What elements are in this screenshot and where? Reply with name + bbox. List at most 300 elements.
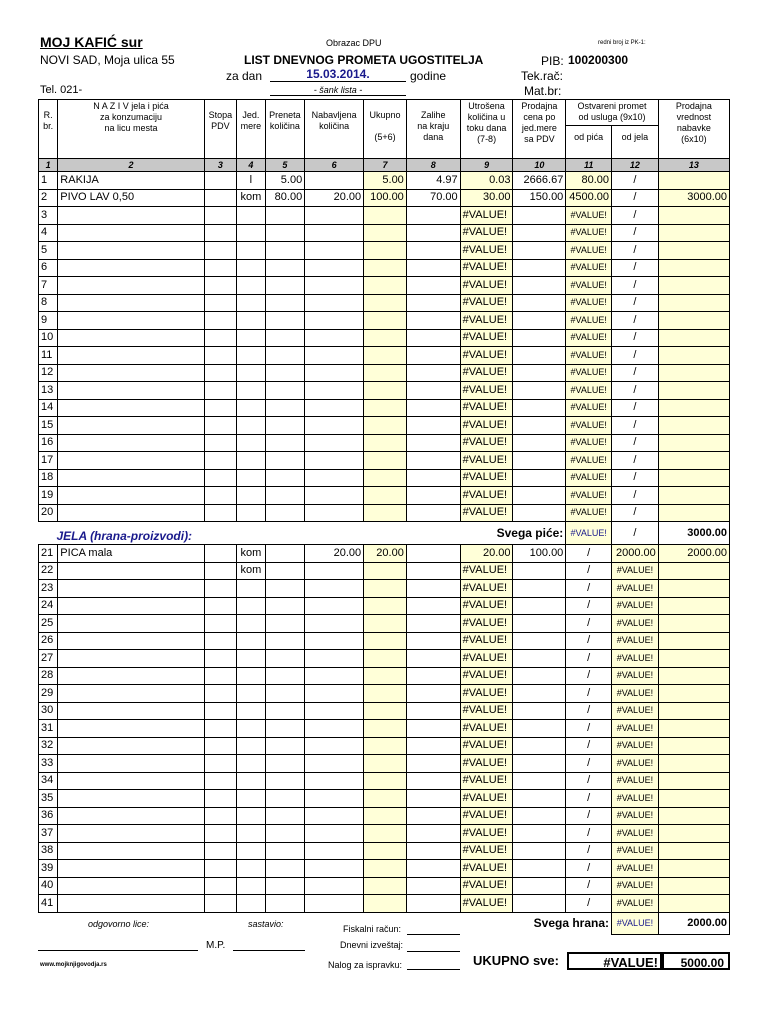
price-cell[interactable] bbox=[513, 667, 566, 685]
vat-rate-cell[interactable] bbox=[204, 545, 237, 563]
item-name-cell[interactable] bbox=[58, 207, 204, 225]
item-name-cell[interactable] bbox=[58, 702, 204, 720]
price-cell[interactable] bbox=[513, 364, 566, 382]
price-cell[interactable] bbox=[513, 580, 566, 598]
unit-cell[interactable] bbox=[237, 487, 265, 505]
acquired-qty-cell[interactable] bbox=[305, 720, 364, 738]
unit-cell[interactable] bbox=[237, 632, 265, 650]
stock-cell[interactable] bbox=[406, 504, 460, 522]
vat-rate-cell[interactable] bbox=[204, 737, 237, 755]
unit-cell[interactable] bbox=[237, 417, 265, 435]
price-cell[interactable] bbox=[513, 772, 566, 790]
fiskalni-line[interactable] bbox=[407, 934, 460, 935]
acquired-qty-cell[interactable] bbox=[305, 895, 364, 913]
vat-rate-cell[interactable] bbox=[204, 487, 237, 505]
stock-cell[interactable] bbox=[406, 737, 460, 755]
used-qty-cell: #VALUE! bbox=[460, 860, 513, 878]
signature-line-sastavio[interactable] bbox=[233, 950, 305, 951]
prev-qty-cell[interactable] bbox=[265, 825, 305, 843]
prev-qty-cell[interactable] bbox=[265, 545, 305, 563]
stock-cell[interactable] bbox=[406, 545, 460, 563]
stock-cell[interactable] bbox=[406, 720, 460, 738]
acquired-qty-cell[interactable] bbox=[305, 772, 364, 790]
acquired-qty-cell[interactable]: 20.00 bbox=[305, 189, 364, 207]
acquired-qty-cell[interactable] bbox=[305, 597, 364, 615]
unit-cell[interactable] bbox=[237, 504, 265, 522]
acquired-qty-cell[interactable] bbox=[305, 685, 364, 703]
unit-cell[interactable] bbox=[237, 399, 265, 417]
item-name-cell[interactable] bbox=[58, 580, 204, 598]
acquired-qty-cell[interactable] bbox=[305, 877, 364, 895]
vat-rate-cell[interactable] bbox=[204, 667, 237, 685]
stock-cell[interactable] bbox=[406, 207, 460, 225]
vat-rate-cell[interactable] bbox=[204, 382, 237, 400]
item-name-cell[interactable] bbox=[58, 755, 204, 773]
prev-qty-cell[interactable] bbox=[265, 224, 305, 242]
item-name-cell[interactable] bbox=[58, 417, 204, 435]
acquired-qty-cell[interactable] bbox=[305, 207, 364, 225]
item-name-cell[interactable] bbox=[58, 860, 204, 878]
stock-cell[interactable] bbox=[406, 895, 460, 913]
prev-qty-cell[interactable] bbox=[265, 329, 305, 347]
acquired-qty-cell[interactable] bbox=[305, 650, 364, 668]
acquired-qty-cell[interactable] bbox=[305, 825, 364, 843]
price-cell[interactable]: 100.00 bbox=[513, 545, 566, 563]
stock-cell[interactable] bbox=[406, 259, 460, 277]
stock-cell[interactable] bbox=[406, 382, 460, 400]
stock-cell[interactable] bbox=[406, 294, 460, 312]
stock-cell[interactable] bbox=[406, 685, 460, 703]
prev-qty-cell[interactable] bbox=[265, 667, 305, 685]
prev-qty-cell[interactable] bbox=[265, 860, 305, 878]
item-name-cell[interactable] bbox=[58, 399, 204, 417]
price-cell[interactable] bbox=[513, 347, 566, 365]
vat-rate-cell[interactable] bbox=[204, 895, 237, 913]
acquired-qty-cell[interactable] bbox=[305, 172, 364, 190]
price-cell[interactable] bbox=[513, 207, 566, 225]
vat-rate-cell[interactable] bbox=[204, 469, 237, 487]
prev-qty-cell[interactable] bbox=[265, 452, 305, 470]
item-name-cell[interactable] bbox=[58, 347, 204, 365]
vat-rate-cell[interactable] bbox=[204, 860, 237, 878]
vat-rate-cell[interactable] bbox=[204, 364, 237, 382]
unit-cell[interactable]: kom bbox=[237, 562, 265, 580]
acquired-qty-cell[interactable] bbox=[305, 242, 364, 260]
vat-rate-cell[interactable] bbox=[204, 842, 237, 860]
vat-rate-cell[interactable] bbox=[204, 807, 237, 825]
prev-qty-cell[interactable] bbox=[265, 720, 305, 738]
acquired-qty-cell[interactable] bbox=[305, 702, 364, 720]
item-name-cell[interactable] bbox=[58, 224, 204, 242]
item-name-cell[interactable] bbox=[58, 597, 204, 615]
signature-line-odgovorno[interactable] bbox=[38, 950, 198, 951]
stock-cell[interactable] bbox=[406, 469, 460, 487]
unit-cell[interactable] bbox=[237, 329, 265, 347]
acquired-qty-cell[interactable] bbox=[305, 667, 364, 685]
acquired-qty-cell[interactable] bbox=[305, 259, 364, 277]
item-name-cell[interactable] bbox=[58, 772, 204, 790]
prev-qty-cell[interactable] bbox=[265, 312, 305, 330]
price-cell[interactable] bbox=[513, 382, 566, 400]
item-name-cell[interactable] bbox=[58, 895, 204, 913]
item-name-cell[interactable] bbox=[58, 562, 204, 580]
acquired-qty-cell[interactable] bbox=[305, 312, 364, 330]
stock-cell[interactable] bbox=[406, 842, 460, 860]
prev-qty-cell[interactable] bbox=[265, 294, 305, 312]
vat-rate-cell[interactable] bbox=[204, 329, 237, 347]
unit-cell[interactable] bbox=[237, 277, 265, 295]
item-name-cell[interactable] bbox=[58, 877, 204, 895]
acquired-qty-cell[interactable] bbox=[305, 329, 364, 347]
stock-cell[interactable] bbox=[406, 877, 460, 895]
acquired-qty-cell[interactable] bbox=[305, 417, 364, 435]
prev-qty-cell[interactable] bbox=[265, 895, 305, 913]
price-cell[interactable]: 2666.67 bbox=[513, 172, 566, 190]
item-name-cell[interactable] bbox=[58, 615, 204, 633]
prev-qty-cell[interactable] bbox=[265, 504, 305, 522]
unit-cell[interactable] bbox=[237, 207, 265, 225]
vat-rate-cell[interactable] bbox=[204, 312, 237, 330]
stock-cell[interactable] bbox=[406, 347, 460, 365]
prev-qty-cell[interactable] bbox=[265, 615, 305, 633]
vat-rate-cell[interactable] bbox=[204, 580, 237, 598]
prev-qty-cell[interactable] bbox=[265, 877, 305, 895]
unit-cell[interactable] bbox=[237, 667, 265, 685]
price-cell[interactable] bbox=[513, 895, 566, 913]
pib-value[interactable]: 100200300 bbox=[568, 53, 629, 67]
unit-cell[interactable] bbox=[237, 469, 265, 487]
purchase-value-cell bbox=[658, 842, 729, 860]
item-name-cell[interactable] bbox=[58, 469, 204, 487]
stock-cell[interactable] bbox=[406, 417, 460, 435]
stock-cell[interactable] bbox=[406, 650, 460, 668]
price-cell[interactable] bbox=[513, 329, 566, 347]
unit-cell[interactable] bbox=[237, 294, 265, 312]
stock-cell[interactable] bbox=[406, 434, 460, 452]
item-name-cell[interactable] bbox=[58, 842, 204, 860]
price-cell[interactable] bbox=[513, 277, 566, 295]
item-name-cell[interactable] bbox=[58, 312, 204, 330]
price-cell[interactable] bbox=[513, 399, 566, 417]
vat-rate-cell[interactable] bbox=[204, 189, 237, 207]
item-name-cell[interactable] bbox=[58, 650, 204, 668]
vat-rate-cell[interactable] bbox=[204, 277, 237, 295]
acquired-qty-cell[interactable] bbox=[305, 469, 364, 487]
acquired-qty-cell[interactable] bbox=[305, 504, 364, 522]
price-cell[interactable] bbox=[513, 504, 566, 522]
vat-rate-cell[interactable] bbox=[204, 434, 237, 452]
price-cell[interactable] bbox=[513, 790, 566, 808]
price-cell[interactable] bbox=[513, 417, 566, 435]
price-cell[interactable] bbox=[513, 702, 566, 720]
vat-rate-cell[interactable] bbox=[204, 172, 237, 190]
prev-qty-cell[interactable] bbox=[265, 702, 305, 720]
acquired-qty-cell[interactable] bbox=[305, 347, 364, 365]
price-cell[interactable] bbox=[513, 312, 566, 330]
price-cell[interactable]: 150.00 bbox=[513, 189, 566, 207]
stock-cell[interactable] bbox=[406, 224, 460, 242]
price-cell[interactable] bbox=[513, 487, 566, 505]
price-cell[interactable] bbox=[513, 737, 566, 755]
unit-cell[interactable] bbox=[237, 685, 265, 703]
prev-qty-cell[interactable] bbox=[265, 632, 305, 650]
unit-cell[interactable] bbox=[237, 224, 265, 242]
item-name-cell[interactable] bbox=[58, 434, 204, 452]
unit-cell[interactable] bbox=[237, 347, 265, 365]
item-name-cell[interactable] bbox=[58, 667, 204, 685]
item-name-cell[interactable]: PICA mala bbox=[58, 545, 204, 563]
vat-rate-cell[interactable] bbox=[204, 504, 237, 522]
price-cell[interactable] bbox=[513, 597, 566, 615]
item-name-cell[interactable] bbox=[58, 807, 204, 825]
item-name-cell[interactable] bbox=[58, 487, 204, 505]
prev-qty-cell[interactable] bbox=[265, 469, 305, 487]
unit-cell[interactable] bbox=[237, 877, 265, 895]
vat-rate-cell[interactable] bbox=[204, 615, 237, 633]
unit-cell[interactable] bbox=[237, 452, 265, 470]
unit-cell[interactable] bbox=[237, 772, 265, 790]
unit-cell[interactable] bbox=[237, 580, 265, 598]
acquired-qty-cell[interactable] bbox=[305, 632, 364, 650]
stock-cell[interactable]: 4.97 bbox=[406, 172, 460, 190]
unit-cell[interactable] bbox=[237, 807, 265, 825]
unit-cell[interactable] bbox=[237, 842, 265, 860]
unit-cell[interactable] bbox=[237, 597, 265, 615]
item-name-cell[interactable] bbox=[58, 382, 204, 400]
dnevni-line[interactable] bbox=[407, 951, 460, 952]
vat-rate-cell[interactable] bbox=[204, 224, 237, 242]
item-name-cell[interactable] bbox=[58, 294, 204, 312]
vat-rate-cell[interactable] bbox=[204, 702, 237, 720]
prev-qty-cell[interactable]: 80.00 bbox=[265, 189, 305, 207]
price-cell[interactable] bbox=[513, 842, 566, 860]
item-name-cell[interactable] bbox=[58, 329, 204, 347]
price-cell[interactable] bbox=[513, 242, 566, 260]
vat-rate-cell[interactable] bbox=[204, 452, 237, 470]
item-name-cell[interactable]: PIVO LAV 0,50 bbox=[58, 189, 204, 207]
vat-rate-cell[interactable] bbox=[204, 790, 237, 808]
vat-rate-cell[interactable] bbox=[204, 755, 237, 773]
unit-cell[interactable] bbox=[237, 720, 265, 738]
acquired-qty-cell[interactable] bbox=[305, 580, 364, 598]
acquired-qty-cell[interactable] bbox=[305, 224, 364, 242]
prev-qty-cell[interactable] bbox=[265, 597, 305, 615]
vat-rate-cell[interactable] bbox=[204, 720, 237, 738]
item-name-cell[interactable] bbox=[58, 737, 204, 755]
prev-qty-cell[interactable] bbox=[265, 242, 305, 260]
stock-cell[interactable] bbox=[406, 580, 460, 598]
vat-rate-cell[interactable] bbox=[204, 294, 237, 312]
vat-rate-cell[interactable] bbox=[204, 877, 237, 895]
acquired-qty-cell[interactable] bbox=[305, 755, 364, 773]
prev-qty-cell[interactable]: 5.00 bbox=[265, 172, 305, 190]
stock-cell[interactable] bbox=[406, 242, 460, 260]
vat-rate-cell[interactable] bbox=[204, 242, 237, 260]
item-name-cell[interactable] bbox=[58, 242, 204, 260]
unit-cell[interactable] bbox=[237, 702, 265, 720]
used-qty-cell: #VALUE! bbox=[460, 597, 513, 615]
price-cell[interactable] bbox=[513, 469, 566, 487]
stock-cell[interactable] bbox=[406, 312, 460, 330]
item-name-cell[interactable] bbox=[58, 504, 204, 522]
unit-cell[interactable]: l bbox=[237, 172, 265, 190]
turnover-food-cell: #VALUE! bbox=[612, 825, 659, 843]
unit-cell[interactable]: kom bbox=[237, 545, 265, 563]
prev-qty-cell[interactable] bbox=[265, 487, 305, 505]
acquired-qty-cell[interactable]: 20.00 bbox=[305, 545, 364, 563]
item-name-cell[interactable] bbox=[58, 364, 204, 382]
vat-rate-cell[interactable] bbox=[204, 597, 237, 615]
unit-cell[interactable] bbox=[237, 895, 265, 913]
acquired-qty-cell[interactable] bbox=[305, 434, 364, 452]
unit-cell[interactable] bbox=[237, 364, 265, 382]
unit-cell[interactable] bbox=[237, 650, 265, 668]
vat-rate-cell[interactable] bbox=[204, 347, 237, 365]
prev-qty-cell[interactable] bbox=[265, 562, 305, 580]
stock-cell[interactable] bbox=[406, 807, 460, 825]
unit-cell[interactable] bbox=[237, 825, 265, 843]
acquired-qty-cell[interactable] bbox=[305, 842, 364, 860]
item-name-cell[interactable] bbox=[58, 632, 204, 650]
stock-cell[interactable] bbox=[406, 632, 460, 650]
unit-cell[interactable] bbox=[237, 434, 265, 452]
price-cell[interactable] bbox=[513, 650, 566, 668]
unit-cell[interactable] bbox=[237, 259, 265, 277]
stock-cell[interactable] bbox=[406, 790, 460, 808]
prev-qty-cell[interactable] bbox=[265, 807, 305, 825]
prev-qty-cell[interactable] bbox=[265, 580, 305, 598]
prev-qty-cell[interactable] bbox=[265, 685, 305, 703]
price-cell[interactable] bbox=[513, 294, 566, 312]
vat-rate-cell[interactable] bbox=[204, 207, 237, 225]
prev-qty-cell[interactable] bbox=[265, 842, 305, 860]
unit-cell[interactable] bbox=[237, 755, 265, 773]
vat-rate-cell[interactable] bbox=[204, 399, 237, 417]
price-cell[interactable] bbox=[513, 720, 566, 738]
stock-cell[interactable] bbox=[406, 487, 460, 505]
item-name-cell[interactable] bbox=[58, 259, 204, 277]
stock-cell[interactable] bbox=[406, 277, 460, 295]
price-cell[interactable] bbox=[513, 632, 566, 650]
prev-qty-cell[interactable] bbox=[265, 417, 305, 435]
stock-cell[interactable] bbox=[406, 562, 460, 580]
acquired-qty-cell[interactable] bbox=[305, 382, 364, 400]
stock-cell[interactable] bbox=[406, 615, 460, 633]
acquired-qty-cell[interactable] bbox=[305, 562, 364, 580]
vat-rate-cell[interactable] bbox=[204, 650, 237, 668]
prev-qty-cell[interactable] bbox=[265, 772, 305, 790]
vat-rate-cell[interactable] bbox=[204, 632, 237, 650]
vat-rate-cell[interactable] bbox=[204, 259, 237, 277]
stock-cell[interactable] bbox=[406, 667, 460, 685]
item-name-cell[interactable] bbox=[58, 720, 204, 738]
stock-cell[interactable] bbox=[406, 825, 460, 843]
acquired-qty-cell[interactable] bbox=[305, 807, 364, 825]
acquired-qty-cell[interactable] bbox=[305, 364, 364, 382]
price-cell[interactable] bbox=[513, 877, 566, 895]
vat-rate-cell[interactable] bbox=[204, 685, 237, 703]
item-name-cell[interactable] bbox=[58, 452, 204, 470]
prev-qty-cell[interactable] bbox=[265, 755, 305, 773]
acquired-qty-cell[interactable] bbox=[305, 399, 364, 417]
item-name-cell[interactable]: RAKIJA bbox=[58, 172, 204, 190]
stock-cell[interactable] bbox=[406, 399, 460, 417]
acquired-qty-cell[interactable] bbox=[305, 790, 364, 808]
prev-qty-cell[interactable] bbox=[265, 399, 305, 417]
unit-cell[interactable] bbox=[237, 382, 265, 400]
stock-cell[interactable]: 70.00 bbox=[406, 189, 460, 207]
nalog-line[interactable] bbox=[407, 969, 460, 970]
unit-cell[interactable] bbox=[237, 312, 265, 330]
stock-cell[interactable] bbox=[406, 452, 460, 470]
turnover-food-cell: #VALUE! bbox=[612, 895, 659, 913]
vat-rate-cell[interactable] bbox=[204, 825, 237, 843]
website[interactable]: www.mojknjigovodja.rs bbox=[40, 962, 107, 968]
prev-qty-cell[interactable] bbox=[265, 434, 305, 452]
stock-cell[interactable] bbox=[406, 364, 460, 382]
vat-rate-cell[interactable] bbox=[204, 562, 237, 580]
item-name-cell[interactable] bbox=[58, 685, 204, 703]
stock-cell[interactable] bbox=[406, 755, 460, 773]
prev-qty-cell[interactable] bbox=[265, 259, 305, 277]
prev-qty-cell[interactable] bbox=[265, 277, 305, 295]
unit-cell[interactable] bbox=[237, 790, 265, 808]
acquired-qty-cell[interactable] bbox=[305, 452, 364, 470]
prev-qty-cell[interactable] bbox=[265, 790, 305, 808]
price-cell[interactable] bbox=[513, 562, 566, 580]
prev-qty-cell[interactable] bbox=[265, 347, 305, 365]
acquired-qty-cell[interactable] bbox=[305, 487, 364, 505]
vat-rate-cell[interactable] bbox=[204, 772, 237, 790]
date-field[interactable]: 15.03.2014. bbox=[270, 67, 406, 82]
price-cell[interactable] bbox=[513, 685, 566, 703]
acquired-qty-cell[interactable] bbox=[305, 737, 364, 755]
prev-qty-cell[interactable] bbox=[265, 207, 305, 225]
price-cell[interactable] bbox=[513, 807, 566, 825]
price-cell[interactable] bbox=[513, 259, 566, 277]
unit-cell[interactable] bbox=[237, 737, 265, 755]
price-cell[interactable] bbox=[513, 825, 566, 843]
unit-cell[interactable] bbox=[237, 615, 265, 633]
acquired-qty-cell[interactable] bbox=[305, 615, 364, 633]
prev-qty-cell[interactable] bbox=[265, 382, 305, 400]
stock-cell[interactable] bbox=[406, 772, 460, 790]
stock-cell[interactable] bbox=[406, 860, 460, 878]
stock-cell[interactable] bbox=[406, 597, 460, 615]
acquired-qty-cell[interactable] bbox=[305, 294, 364, 312]
prev-qty-cell[interactable] bbox=[265, 364, 305, 382]
vat-rate-cell[interactable] bbox=[204, 417, 237, 435]
prev-qty-cell[interactable] bbox=[265, 650, 305, 668]
stock-cell[interactable] bbox=[406, 702, 460, 720]
price-cell[interactable] bbox=[513, 755, 566, 773]
unit-cell[interactable] bbox=[237, 860, 265, 878]
item-name-cell[interactable] bbox=[58, 277, 204, 295]
price-cell[interactable] bbox=[513, 224, 566, 242]
acquired-qty-cell[interactable] bbox=[305, 860, 364, 878]
item-name-cell[interactable] bbox=[58, 825, 204, 843]
stock-cell[interactable] bbox=[406, 329, 460, 347]
price-cell[interactable] bbox=[513, 615, 566, 633]
acquired-qty-cell[interactable] bbox=[305, 277, 364, 295]
unit-cell[interactable]: kom bbox=[237, 189, 265, 207]
price-cell[interactable] bbox=[513, 452, 566, 470]
unit-cell[interactable] bbox=[237, 242, 265, 260]
item-name-cell[interactable] bbox=[58, 790, 204, 808]
price-cell[interactable] bbox=[513, 434, 566, 452]
prev-qty-cell[interactable] bbox=[265, 737, 305, 755]
price-cell[interactable] bbox=[513, 860, 566, 878]
